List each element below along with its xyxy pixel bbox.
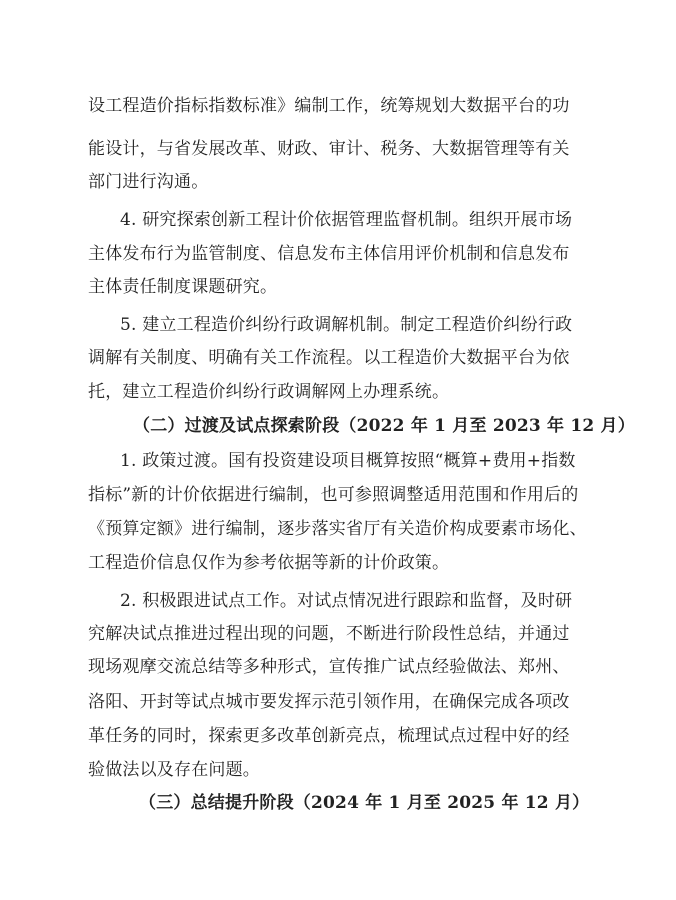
text-line: 调解有关制度、明确有关工作流程。以工程造价大数据平台为依 xyxy=(88,348,570,368)
text-line: 部门进行沟通。 xyxy=(88,172,209,192)
list-item-2: 2. 积极跟进试点工作。对试点情况进行跟踪和监督，及时研 xyxy=(120,591,573,611)
list-item-1: 1. 政策过渡。国有投资建设项目概算按照“概算+费用+指数 xyxy=(120,451,576,471)
section-heading-2: （二）过渡及试点探索阶段（2022 年 1 月至 2023 年 12 月） xyxy=(133,416,635,436)
text-line: 洛阳、开封等试点城市要发挥示范引领作用，在确保完成各项改 xyxy=(88,692,570,712)
text-line: 主体发布行为监管制度、信息发布主体信用评价机制和信息发布 xyxy=(88,244,570,264)
text-line: 设工程造价指标指数标准》编制工作，统筹规划大数据平台的功 xyxy=(88,96,570,116)
text-line: 能设计，与省发展改革、财政、审计、税务、大数据管理等有关 xyxy=(88,139,570,159)
text-line: 《预算定额》进行编制，逐步落实省厅有关造价构成要素市场化、 xyxy=(88,519,587,539)
list-item-4: 4. 研究探索创新工程计价依据管理监督机制。组织开展市场 xyxy=(120,210,573,230)
text-line: 究解决试点推进过程出现的问题，不断进行阶段性总结，并通过 xyxy=(88,624,570,644)
text-line: 现场观摩交流总结等多种形式，宣传推广试点经验做法、郑州、 xyxy=(88,657,570,677)
text-line: 托，建立工程造价纠纷行政调解网上办理系统。 xyxy=(88,382,450,402)
text-line: 革任务的同时，探索更多改革创新亮点，梳理试点过程中好的经 xyxy=(88,726,570,746)
section-heading-3: （三）总结提升阶段（2024 年 1 月至 2025 年 12 月） xyxy=(139,793,590,813)
text-line: 指标”新的计价依据进行编制，也可参照调整适用范围和作用后的 xyxy=(88,485,579,505)
text-line: 工程造价信息仅作为参考依据等新的计价政策。 xyxy=(88,553,450,573)
text-line: 主体责任制度课题研究。 xyxy=(88,277,278,297)
list-item-5: 5. 建立工程造价纠纷行政调解机制。制定工程造价纠纷行政 xyxy=(120,315,573,335)
text-line: 验做法以及存在问题。 xyxy=(88,760,260,780)
